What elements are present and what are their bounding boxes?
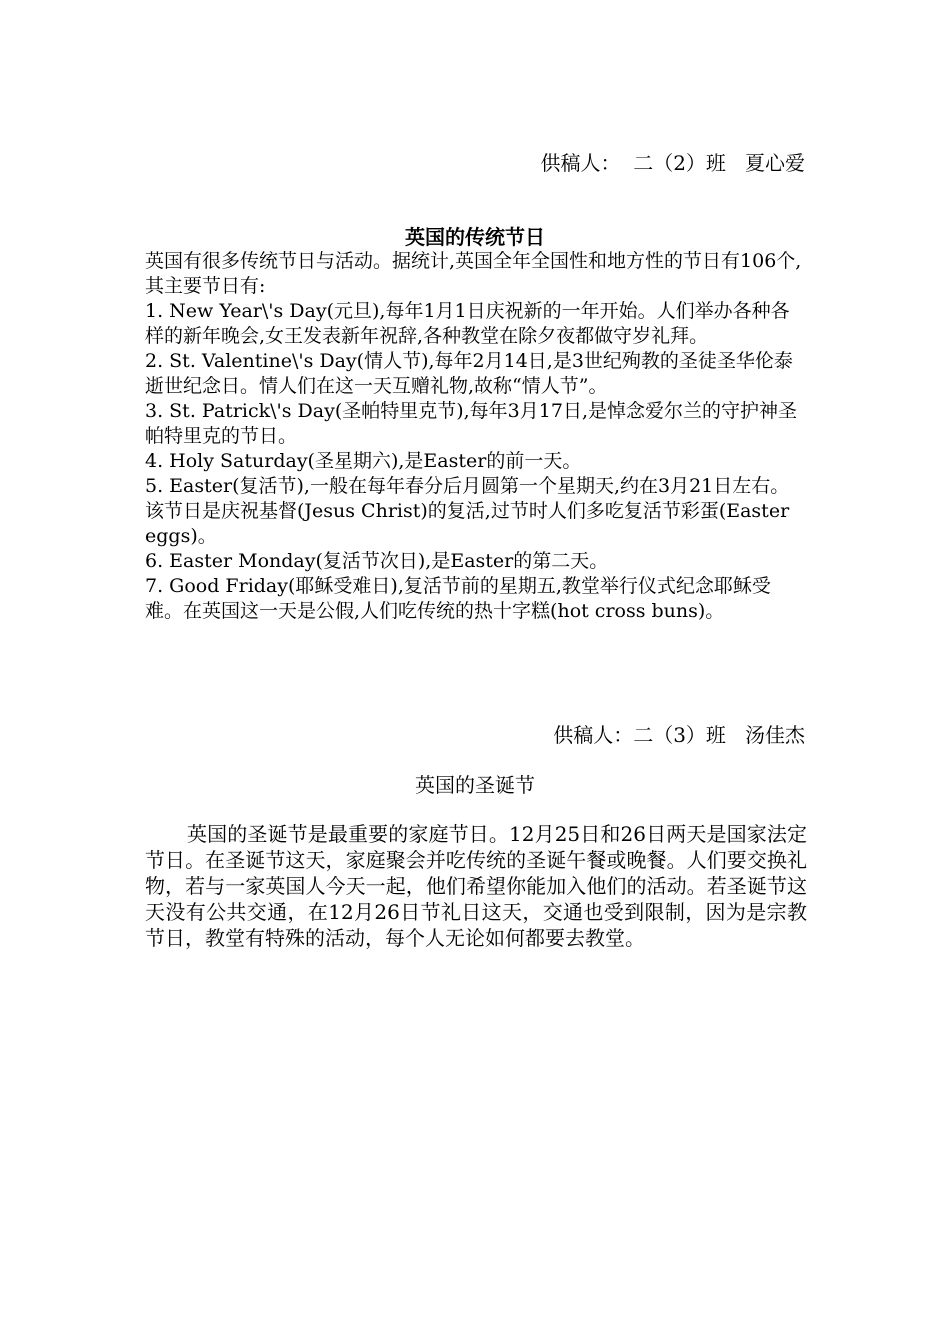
holiday-item: 3. St. Patrick\'s Day(圣帕特里克节),每年3月17日,是悼念爱尔兰的守护神圣帕特里克的节日。 xyxy=(145,400,797,447)
holiday-item: 7. Good Friday(耶稣受难日),复活节前的星期五,教堂举行仪式纪念耶稣受难。在英国这一天是公假,人们吃传统的热十字糕(hot cross buns)。 xyxy=(145,575,771,622)
article-title: 英国的圣诞节 xyxy=(415,773,535,797)
article-body xyxy=(145,249,807,624)
article-body xyxy=(145,821,807,951)
article-title: 英国的传统节日 xyxy=(405,225,545,249)
contributor-credit: 供稿人： 二（2）班 夏心爱 xyxy=(540,151,805,175)
article-intro: 英国有很多传统节日与活动。据统计,英国全年全国性和地方性的节日有106个,其主要节日有: xyxy=(145,250,802,297)
holiday-item: 1. New Year\'s Day(元旦),每年1月1日庆祝新的一年开始。人们举办各种各样的新年晚会,女王发表新年祝辞,各种教堂在除夕夜都做守岁礼拜。 xyxy=(145,300,790,347)
holiday-item: 6. Easter Monday(复活节次日),是Easter的第二天。 xyxy=(145,550,609,572)
article-paragraph: 英国的圣诞节是最重要的家庭节日。12月25日和26日两天是国家法定节日。在圣诞节这天，家庭聚会并吃传统的圣诞午餐或晚餐。人们要交换礼物，若与一家英国人今天一起，他们希望你能加入他们的活动。若圣诞节这天没有公共交通，在12月26日节礼日这天，交通也受到限制，因为是宗教节日，教堂有特殊的活动，每个人无论如何都要去教堂。 xyxy=(145,822,807,950)
holiday-item: 5. Easter(复活节),一般在每年春分后月圆第一个星期天,约在3月21日左右。该节日是庆祝基督(Jesus Christ)的复活,过节时人们多吃复活节彩蛋(Easter eggs)。 xyxy=(145,475,790,547)
contributor-credit: 供稿人：二（3）班 汤佳杰 xyxy=(553,723,805,747)
holiday-item: 4. Holy Saturday(圣星期六),是Easter的前一天。 xyxy=(145,450,582,472)
holiday-item: 2. St. Valentine\'s Day(情人节),每年2月14日,是3世纪殉教的圣徒圣华伦泰逝世纪念日。情人们在这一天互赠礼物,故称“情人节”。 xyxy=(145,350,793,397)
